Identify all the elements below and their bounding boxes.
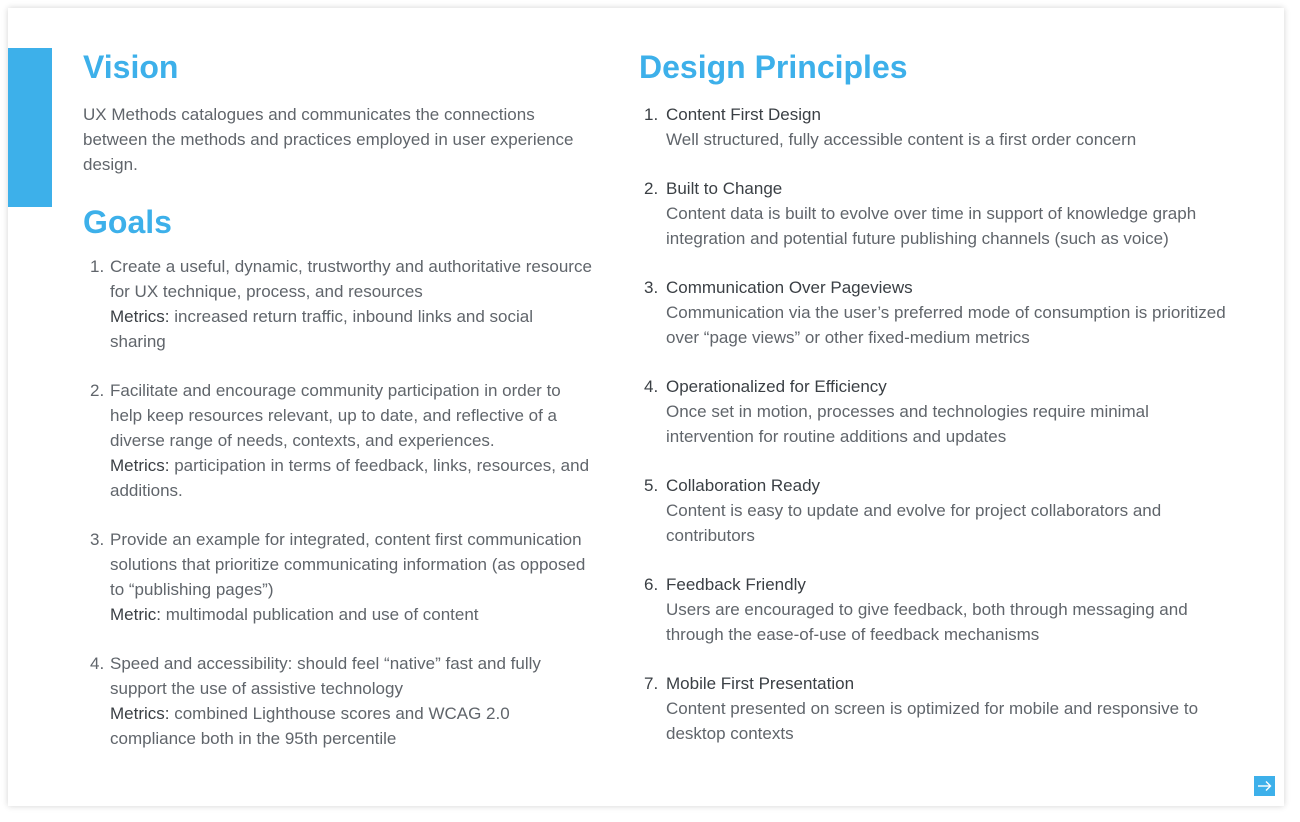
principle-item — [639, 102, 1239, 152]
goal-item — [83, 651, 593, 751]
goal-number: 3. — [90, 530, 105, 549]
principle-description: Content presented on screen is optimized for mobile and responsive to desktop contexts — [666, 699, 1199, 743]
principle-number: 1. — [644, 105, 659, 124]
principle-number: 4. — [644, 377, 659, 396]
goal-item — [83, 254, 593, 354]
goal-number: 2. — [90, 381, 105, 400]
design-principles-title: Design Principles — [639, 49, 908, 85]
principle-description: Content data is built to evolve over time in support of knowledge graph integration and potential future publishing channels (such as voice) — [666, 204, 1197, 248]
goals-title: Goals — [83, 204, 172, 240]
principle-title: Built to Change — [666, 179, 783, 198]
goal-item — [83, 527, 593, 627]
principle-title: Operationalized for Efficiency — [666, 377, 887, 396]
goal-metric-text: combined Lighthouse scores and WCAG 2.0 compliance both in the 95th percentile — [110, 704, 510, 748]
goal-metric-text: multimodal publication and use of content — [161, 605, 479, 624]
principle-description: Well structured, fully accessible content is a first order concern — [666, 130, 1137, 149]
goal-item — [83, 378, 593, 503]
accent-bar — [8, 48, 52, 207]
principle-item — [639, 671, 1239, 746]
principle-item — [639, 275, 1239, 350]
goal-number: 1. — [90, 257, 105, 276]
principle-title: Content First Design — [666, 105, 821, 124]
goal-metric-label: Metrics: — [110, 704, 170, 723]
left-column — [83, 44, 593, 775]
principle-number: 7. — [644, 674, 659, 693]
goal-metric-label: Metrics: — [110, 456, 170, 475]
goal-metric-text: increased return traffic, inbound links and social sharing — [110, 307, 533, 351]
principle-description: Content is easy to update and evolve for project collaborators and contributors — [666, 501, 1162, 545]
principle-title: Communication Over Pageviews — [666, 278, 913, 297]
principle-item — [639, 572, 1239, 647]
principle-number: 3. — [644, 278, 659, 297]
principle-item — [639, 176, 1239, 251]
next-slide-button[interactable] — [1254, 776, 1275, 796]
arrow-right-icon — [1254, 776, 1275, 796]
vision-title: Vision — [83, 49, 179, 85]
right-column — [639, 44, 1239, 770]
principle-item — [639, 473, 1239, 548]
principle-number: 2. — [644, 179, 659, 198]
goal-text: Provide an example for integrated, content first communication solutions that prioritize communicating information (as opposed to “publishing pages”) — [110, 530, 586, 599]
principle-description: Communication via the user’s preferred mode of consumption is prioritized over “page views” or other fixed-medium metrics — [666, 303, 1226, 347]
principle-description: Once set in motion, processes and technologies require minimal intervention for routine additions and updates — [666, 402, 1149, 446]
principle-description: Users are encouraged to give feedback, both through messaging and through the ease-of-use of feedback mechanisms — [666, 600, 1188, 644]
goal-metric-text: participation in terms of feedback, links, resources, and additions. — [110, 456, 590, 500]
principle-title: Collaboration Ready — [666, 476, 821, 495]
goal-number: 4. — [90, 654, 105, 673]
vision-text: UX Methods catalogues and communicates the connections between the methods and practices employed in user experience design. — [83, 105, 574, 174]
principle-title: Feedback Friendly — [666, 575, 806, 594]
principle-title: Mobile First Presentation — [666, 674, 855, 693]
principle-number: 5. — [644, 476, 659, 495]
principles-list — [639, 102, 1239, 746]
goal-metric-label: Metric: — [110, 605, 161, 624]
goal-text: Speed and accessibility: should feel “native” fast and fully support the use of assistive technology — [110, 654, 541, 698]
principle-number: 6. — [644, 575, 659, 594]
goal-text: Facilitate and encourage community participation in order to help keep resources relevant, up to date, and reflective of a diverse range of needs, contexts, and experiences. — [110, 381, 561, 450]
principle-item — [639, 374, 1239, 449]
goal-text: Create a useful, dynamic, trustworthy and authoritative resource for UX technique, process, and resources — [110, 257, 592, 301]
goal-metric-label: Metrics: — [110, 307, 170, 326]
goals-list — [83, 254, 593, 751]
